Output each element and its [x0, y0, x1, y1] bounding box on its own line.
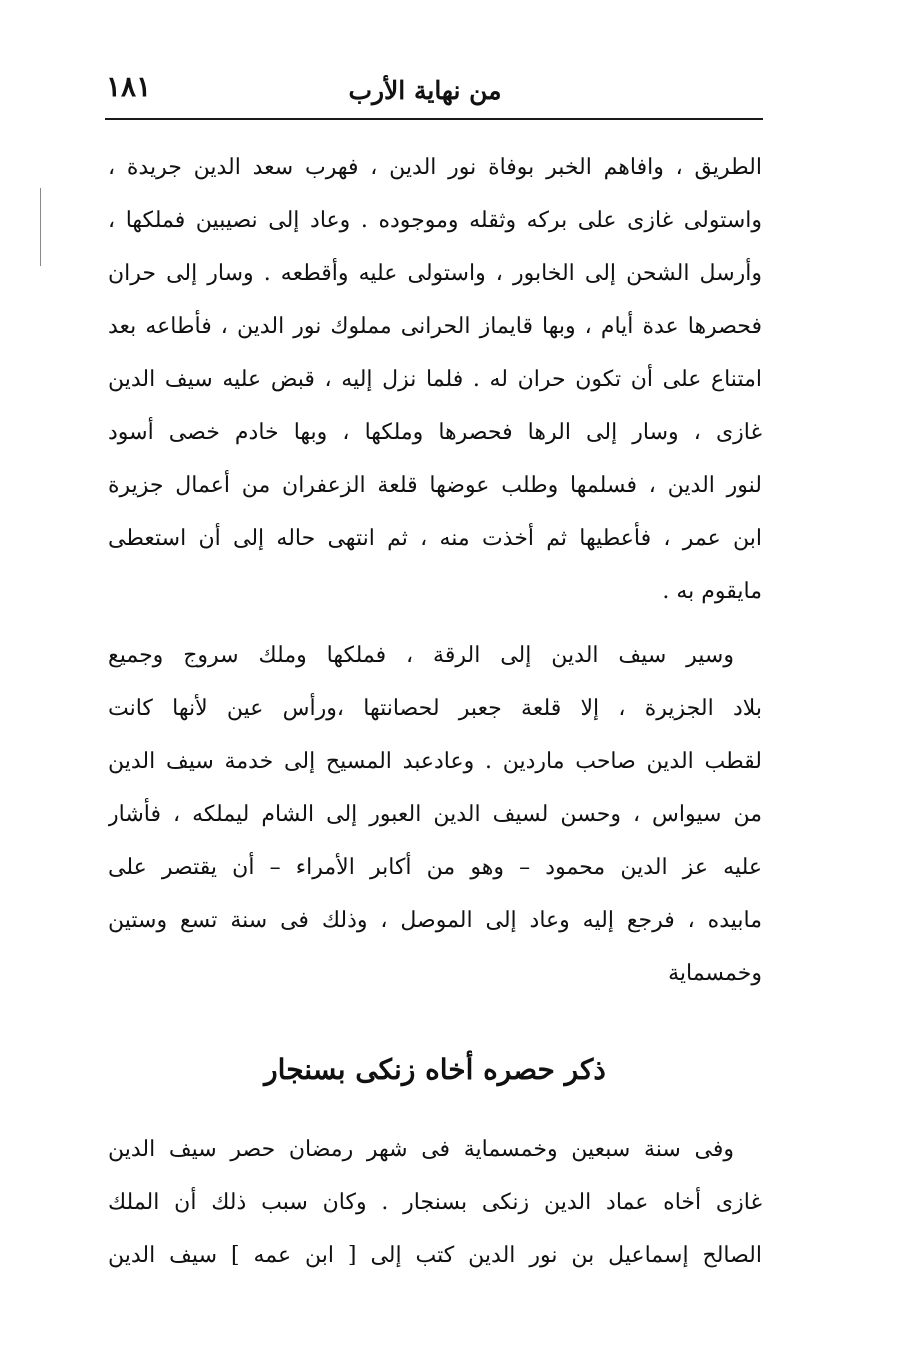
section-heading: ذكر حصره أخاه زنكى بسنجار: [264, 1053, 606, 1086]
text-line: امتناع على أن تكون حران له . فلما نزل إليه ، قبض عليه سيف الدين: [108, 367, 762, 392]
text-line: وخمسماية: [668, 961, 762, 986]
text-line: الصالح إسماعيل بن نور الدين كتب إلى [ ابن عمه ] سيف الدين: [108, 1243, 762, 1268]
text-line: وسير سيف الدين إلى الرقة ، فملكها وملك سروج وجميع: [108, 643, 734, 668]
text-line: بلاد الجزيرة ، إلا قلعة جعبر لحصانتها ،ورأس عين لأنها كانت: [108, 696, 762, 721]
text-line: لقطب الدين صاحب ماردين . وعادعبد المسيح إلى خدمة سيف الدين: [108, 749, 762, 774]
text-line: مابيده ، فرجع إليه وعاد إلى الموصل ، وذلك فى سنة تسع وستين: [108, 908, 762, 933]
running-title: من نهاية الأرب: [348, 76, 502, 105]
margin-scan-line: [40, 188, 41, 266]
text-line: وفى سنة سبعين وخمسماية فى شهر رمضان حصر سيف الدين: [108, 1137, 734, 1162]
page-number: ١٨١: [106, 70, 152, 103]
text-line: مايقوم به .: [662, 579, 762, 604]
text-line: غازى أخاه عماد الدين زنكى بسنجار . وكان سبب ذلك أن الملك: [108, 1190, 762, 1215]
text-line: ابن عمر ، فأعطيها ثم أخذت منه ، ثم انتهى حاله إلى أن استعطى: [108, 526, 762, 551]
text-line: وأرسل الشحن إلى الخابور ، واستولى عليه وأقطعه . وسار إلى حران: [108, 261, 762, 286]
header-rule: [105, 118, 763, 120]
text-line: من سيواس ، وحسن لسيف الدين العبور إلى الشام ليملكه ، فأشار: [108, 802, 762, 827]
text-line: واستولى غازى على بركه وثقله وموجوده . وعاد إلى نصيبين فملكها ،: [108, 208, 762, 233]
text-line: فحصرها عدة أيام ، وبها قايماز الحرانى مملوك نور الدين ، فأطاعه بعد: [108, 314, 762, 339]
text-line: لنور الدين ، فسلمها وطلب عوضها قلعة الزعفران من أعمال جزيرة: [108, 473, 762, 498]
text-line: غازى ، وسار إلى الرها فحصرها وملكها ، وبها خادم خصى أسود: [108, 420, 762, 445]
text-line: عليه عز الدين محمود – وهو من أكابر الأمراء – أن يقتصر على: [108, 855, 762, 880]
text-line: الطريق ، وافاهم الخبر بوفاة نور الدين ، فهرب سعد الدين جريدة ،: [108, 155, 762, 180]
